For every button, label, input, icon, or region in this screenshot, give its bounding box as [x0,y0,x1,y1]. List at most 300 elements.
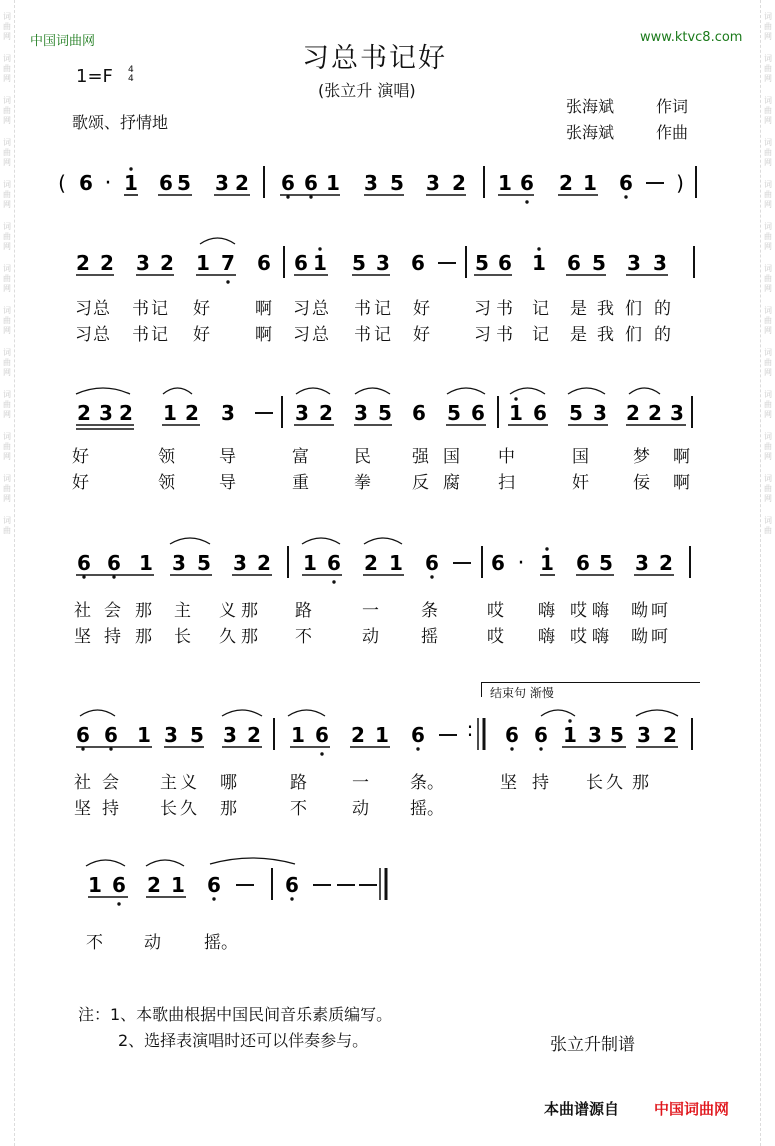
lyric-verse1: 们 [625,299,642,319]
note-digit: 3 [588,723,602,747]
high-dot [568,719,571,722]
watermark-char: 曲 [764,106,772,115]
watermark-char: 网 [764,452,772,461]
high-dot [537,247,540,250]
lyric-verse1: 好 [72,447,89,467]
note-digit: 1 [139,551,153,575]
lyric-verse2: 书 [496,325,513,345]
watermark-char: 词 [764,390,772,399]
note-digit: 3 [426,171,440,195]
symbol: ) [676,171,684,195]
slur [629,388,660,394]
lyric-verse1: 义 [219,601,236,621]
note-digit: 1 [509,401,523,425]
lyric-verse2: 佞 [633,473,650,493]
lyric-verse1: 动 [144,933,161,953]
lyric-verse2: 呵 [651,627,668,647]
note-digit: 2 [119,401,133,425]
watermark-char: 网 [3,494,11,503]
note-digit: 2 [247,723,261,747]
lyric-verse1: 民 [354,447,371,467]
lyric-verse1: 记 [151,299,168,319]
note-digit: 6 [159,171,173,195]
note-digit: 6 [257,251,271,275]
watermark-char: 曲 [764,190,772,199]
note-digit: 6 [471,401,485,425]
note-digit: 3 [223,723,237,747]
note-digit: 6 [79,171,93,195]
lyric-verse2: 拳 [354,473,371,493]
lyric-verse2: 动 [362,627,379,647]
note-digit: 5 [475,251,489,275]
lyric-verse1: 那 [241,601,258,621]
lyric-verse2: 腐 [443,473,460,493]
low-dot [309,195,312,198]
note-digit: 6 [498,251,512,275]
ending-label: 结束句 渐慢 [490,686,554,700]
note-digit: 1 [196,251,210,275]
song-subtitle: (张立升 演唱) [318,81,416,100]
note-digit: 2 [319,401,333,425]
note-digit: 5 [352,251,366,275]
lyric-verse1: 我 [597,299,614,319]
footnote-2: 2、选择表演唱时还可以伴奏参与。 [118,1031,369,1050]
watermark-char: 词 [764,264,772,273]
note-digit: 6 [533,401,547,425]
low-dot [430,575,433,578]
lyric-verse2: 坚 [74,627,91,647]
watermark-char: 曲 [764,484,772,493]
lyric-verse1: 习 [474,299,491,319]
note-digit: 6 [412,401,426,425]
note-digit: 1 [171,873,185,897]
slur [541,710,575,716]
slur [447,388,485,394]
lyric-verse1: 不 [86,933,103,953]
note-digit: 3 [637,723,651,747]
watermark-char: 曲 [764,316,772,325]
note-digit: 3 [593,401,607,425]
note-digit: 3 [164,723,178,747]
watermark-char: 网 [764,326,772,335]
lyric-verse1: 啊 [673,447,690,467]
lyric-verse2: 总 [93,325,110,345]
lyric-verse1: 义 [180,773,197,793]
watermark-char: 词 [764,306,772,315]
watermark-char: 曲 [3,316,11,325]
watermark-char: 词 [764,180,772,189]
slur [163,388,192,394]
slur [510,388,545,394]
note-digit: 6 [304,171,318,195]
note-digit: 1 [303,551,317,575]
watermark-char: 网 [3,242,11,251]
lyric-verse2: 呦 [631,627,648,647]
symbol: ( [58,171,66,195]
lyric-verse2: 那 [135,627,152,647]
note-digit: 1 [532,251,546,275]
watermark-char: 词 [764,138,772,147]
lyric-verse2: 重 [292,473,309,493]
lyric-verse2: 好 [193,325,210,345]
note-digit: 3 [627,251,641,275]
lyric-verse1: 国 [572,447,589,467]
watermark-char: 网 [3,116,11,125]
watermark-char: 网 [3,158,11,167]
footer-site-link[interactable]: 中国词曲网 [654,1100,730,1118]
note-digit: 1 [291,723,305,747]
lyric-verse1: 领 [158,447,175,467]
lyric-verse2: 长 [174,627,191,647]
watermark-char: 曲 [3,484,11,493]
lyric-verse2: 习 [474,325,491,345]
watermark-char: 曲 [764,22,772,31]
watermark-char: 网 [764,368,772,377]
lyric-verse1: 哎 [487,601,504,621]
low-dot [212,897,215,900]
low-dot [81,747,84,750]
lyric-verse1: 摇。 [204,933,238,953]
lyric-verse2: 动 [352,799,369,819]
lyric-verse2: 习 [75,325,92,345]
lyric-verse2: 哎 [570,627,587,647]
watermark-char: 词 [764,96,772,105]
note-digit: 5 [378,401,392,425]
watermark-char: 词 [3,348,11,357]
low-dot [332,580,335,583]
lyric-verse2: 哎 [487,627,504,647]
note-digit: 3 [635,551,649,575]
time-sig-bottom: 4 [128,74,134,84]
watermark-char: 曲 [3,232,11,241]
note-digit: 1 [563,723,577,747]
slur [86,860,125,866]
slur [364,538,402,544]
slur [222,710,262,716]
watermark-char: 曲 [764,526,772,535]
lyric-verse1: 呦 [631,601,648,621]
lyric-verse1: 梦 [633,447,650,467]
note-digit: 1 [88,873,102,897]
watermark-char: 网 [764,494,772,503]
note-digit: 6 [567,251,581,275]
lyric-verse1: 会 [104,601,121,621]
watermark-char: 曲 [3,400,11,409]
lyric-verse1: 呵 [651,601,668,621]
watermark-char: 曲 [764,358,772,367]
watermark-char: 词 [3,138,11,147]
watermark-char: 曲 [3,274,11,283]
watermark-char: 词 [3,474,11,483]
watermark-char: 曲 [764,400,772,409]
footnote-1: 注：1、本歌曲根据中国民间音乐素质编写。 [78,1005,393,1024]
note-digit: 1 [163,401,177,425]
note-digit: 6 [104,723,118,747]
lyric-verse1: 导 [219,447,236,467]
lyric-verse2: 长 [160,799,177,819]
lyric-verse1: 记 [532,299,549,319]
lyric-verse2: 不 [290,799,307,819]
lyricist-role: 作词 [656,97,689,116]
note-digit: 6 [327,551,341,575]
lyric-verse1: 会 [102,773,119,793]
lyric-verse1: 哪 [220,773,237,793]
low-dot [117,902,120,905]
note-digit: 2 [659,551,673,575]
note-digit: 3 [136,251,150,275]
lyric-verse2: 持 [102,799,119,819]
lyric-verse2: 记 [151,325,168,345]
note-digit: 6 [534,723,548,747]
slur [568,388,605,394]
note-digit: 2 [185,401,199,425]
note-digit: 6 [491,551,505,575]
watermark-char: 网 [764,284,772,293]
note-digit: 3 [215,171,229,195]
lyric-verse2: 记 [532,325,549,345]
low-dot [416,747,419,750]
low-dot [109,747,112,750]
note-digit: 6 [107,551,121,575]
lyric-verse2: 久 [219,627,236,647]
note-digit: 2 [77,401,91,425]
lyric-verse2: 好 [72,473,89,493]
lyric-verse1: 强 [412,447,429,467]
note-digit: 6 [411,251,425,275]
watermark-char: 词 [764,348,772,357]
watermark-char: 网 [3,452,11,461]
watermark-char: 曲 [3,526,11,535]
lyric-verse1: 一 [362,601,379,621]
note-digit: 1 [583,171,597,195]
note-digit: 2 [76,251,90,275]
watermark-char: 曲 [3,64,11,73]
note-digit: 2 [364,551,378,575]
lyric-verse2: 领 [158,473,175,493]
watermark-char: 曲 [764,64,772,73]
note-digit: 1 [137,723,151,747]
note-digit: 2 [147,873,161,897]
watermark-char: 词 [764,516,772,525]
watermark-char: 词 [764,54,772,63]
lyric-verse1: 嗨 [538,601,555,621]
lyric-verse1: 好 [193,299,210,319]
note-digit: 1 [498,171,512,195]
note-digit: 6 [207,873,221,897]
watermark-char: 曲 [764,274,772,283]
note-digit: 3 [295,401,309,425]
lyric-verse2: 书 [354,325,371,345]
lyric-verse2: 摇 [421,627,438,647]
watermark-char: 曲 [764,442,772,451]
site-name-header[interactable]: 中国词曲网 [30,34,96,49]
low-dot [290,897,293,900]
watermark-char: 网 [764,410,772,419]
note-digit: 5 [610,723,624,747]
lyric-verse2: 导 [219,473,236,493]
watermark-char: 词 [3,12,11,21]
lyric-verse1: 长 [586,773,603,793]
lyric-verse2: 记 [374,325,391,345]
footer-label: 本曲谱源自 [544,1100,620,1118]
watermark-char: 网 [3,200,11,209]
note-digit: 6 [619,171,633,195]
lyric-verse1: 坚 [500,773,517,793]
note-digit: 5 [592,251,606,275]
note-digit: 5 [190,723,204,747]
lyric-verse2: 久 [180,799,197,819]
watermark-char: 词 [764,474,772,483]
lyric-verse1: 书 [132,299,149,319]
key-signature: 1=F [76,66,113,87]
slur [302,538,340,544]
low-dot [286,195,289,198]
low-dot [624,195,627,198]
note-digit: 3 [653,251,667,275]
note-digit: 5 [390,171,404,195]
slur [80,710,115,716]
note-digit: 2 [559,171,573,195]
note-digit: 3 [172,551,186,575]
note-digit: 3 [221,401,235,425]
note-digit: 2 [235,171,249,195]
watermark-char: 网 [3,326,11,335]
lyric-verse2: 是 [570,325,587,345]
lyric-verse1: 总 [93,299,110,319]
lyric-verse2: 持 [104,627,121,647]
slur [76,388,130,394]
watermark-char: 网 [3,32,11,41]
watermark-char: 词 [764,12,772,21]
watermark-char: 网 [764,158,772,167]
note-digit: 2 [257,551,271,575]
slur [200,238,235,244]
note-digit: 6 [76,723,90,747]
note-digit: 2 [648,401,662,425]
note-digit: 2 [452,171,466,195]
note-digit: 1 [124,171,138,195]
watermark-char: 曲 [764,232,772,241]
lyricist-name: 张海斌 [566,97,615,116]
watermark-char: 曲 [764,148,772,157]
high-dot [514,397,517,400]
lyric-verse1: 条。 [410,773,444,793]
lyric-verse2: 们 [625,325,642,345]
lyric-verse2: 反 [412,473,429,493]
lyric-verse1: 哎 [570,601,587,621]
watermark-char: 词 [3,432,11,441]
lyric-verse2: 坚 [74,799,91,819]
note-digit: 2 [663,723,677,747]
lyric-verse1: 习 [75,299,92,319]
note-digit: 2 [160,251,174,275]
watermark-char: 词 [3,516,11,525]
note-digit: 6 [520,171,534,195]
low-dot [226,280,229,283]
slur [636,710,678,716]
note-digit: 7 [221,251,235,275]
note-digit: 3 [670,401,684,425]
slur [146,860,184,866]
watermark-char: 网 [3,410,11,419]
lyric-verse1: 条 [421,601,438,621]
watermark-char: 曲 [3,442,11,451]
note-digit: 6 [77,551,91,575]
note-digit: 3 [233,551,247,575]
note-digit: 1 [326,171,340,195]
lyric-verse2: 嗨 [538,627,555,647]
note-digit: 6 [294,251,308,275]
lyric-verse2: 不 [295,627,312,647]
watermark-char: 词 [3,222,11,231]
watermark-char: 曲 [3,358,11,367]
slur [210,858,295,864]
watermark-char: 词 [3,390,11,399]
lyric-verse1: 是 [570,299,587,319]
lyric-verse1: 的 [654,299,671,319]
high-dot [545,547,548,550]
lyric-verse2: 奸 [572,473,589,493]
watermark-char: 曲 [3,22,11,31]
lyric-verse2: 的 [654,325,671,345]
watermark-char: 词 [3,54,11,63]
lyric-verse1: 一 [352,773,369,793]
watermark-char: 词 [764,432,772,441]
low-dot [539,747,542,750]
note-digit: 2 [100,251,114,275]
lyric-verse2: 扫 [498,473,515,493]
note-digit: 2 [626,401,640,425]
watermark-char: 曲 [3,190,11,199]
lyric-verse1: 好 [413,299,430,319]
note-digit: 2 [351,723,365,747]
lyric-verse2: 总 [312,325,329,345]
high-dot [129,167,132,170]
note-digit: 5 [197,551,211,575]
lyric-verse2: 啊 [673,473,690,493]
composer-name: 张海斌 [566,123,615,142]
watermark-char: 词 [764,222,772,231]
note-digit: 5 [177,171,191,195]
lyric-verse2: 习 [293,325,310,345]
lyric-verse1: 那 [632,773,649,793]
symbol: · [517,551,525,576]
lyric-verse1: 嗨 [592,601,609,621]
note-digit: 5 [599,551,613,575]
lyric-verse2: 书 [132,325,149,345]
lyric-verse1: 社 [74,773,91,793]
site-url-header[interactable]: www.ktvc8.com [640,30,743,45]
lyric-verse1: 主 [160,773,177,793]
watermark-char: 网 [764,116,772,125]
slur [170,538,210,544]
lyric-verse1: 路 [295,601,312,621]
low-dot [112,575,115,578]
watermark-char: 网 [764,74,772,83]
slur [288,710,325,716]
lyric-verse1: 习 [293,299,310,319]
note-digit: 3 [376,251,390,275]
note-digit: 6 [112,873,126,897]
note-digit: 5 [569,401,583,425]
watermark-char: 词 [3,264,11,273]
composer-role: 作曲 [656,123,689,142]
lyric-verse1: 国 [443,447,460,467]
lyric-verse1: 路 [290,773,307,793]
lyric-verse2: 那 [220,799,237,819]
note-digit: 5 [447,401,461,425]
watermark-char: 曲 [3,148,11,157]
